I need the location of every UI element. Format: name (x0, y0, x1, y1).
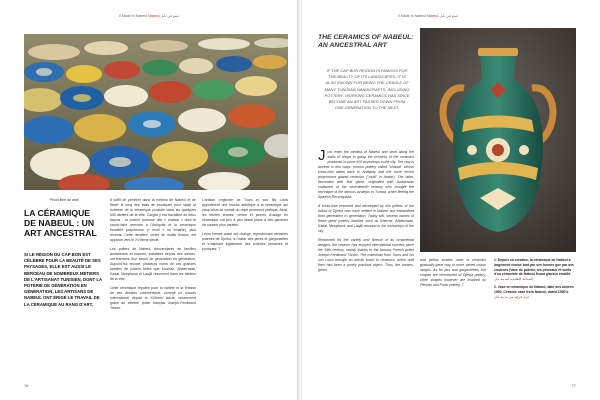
caption-2: 2. Vase en céramique de Nabeul, daté des années 1950. Ceramic vase from Nabeul, dated 1950's. جرة خزفية من مدينة نابل (494, 284, 574, 299)
ceramic-plates-illustration (24, 34, 288, 190)
paragraph: and yellow shades used in ceramics gradually gave way to more varied colour ranges. As for jars and gargoulettes, the shapes are reminiscent of Djerba pottery, other shapes however are inspired by Persian and Punic pottery. T (420, 258, 486, 287)
body-column-fr-2 (202, 198, 288, 256)
article-lead-fr: SI LE RÉGION DU CAP BON EST CÉLÈBRE POUR LA BEAUTÉ DE SES PAYSAGES, ELLE EST AUSSI LE BERCEAU DE NOMBREUX MÉTIERS DE L'ARTISANAT TUNISIEN, DONT LA POTERIE DE GÉNÉRATION EN GÉNÉRATION, LES ARTISANS DE NABEUL ONT ÉRIGÉ LE TRAVAIL DE LA CÉRAMIQUE AU RANG D'ART. (24, 252, 102, 307)
ceramic-vase-illustration (420, 28, 576, 252)
body-column-en-2 (420, 258, 486, 292)
caption-1: 1. Depuis sa création, la céramique de Nabeul a largement évolué tant par ses formes que par ses couleurs (Vase de poterie, les pinceaux et outils d'un céramiste de Nabeul fixant glaceur émaillé. الصناعة التقليدية لمدينة نابل (494, 258, 574, 282)
paragraph: Les potiers de Nabeul, descendants de familles andalouses et maures, installées depuis des siècles, ont transmis leur savoir de génération en génération, Aujourd'hui encore, plusieurs noms de ces grandes familles de potiers telles que Kharraz, Abderrazak, Kadal, Mekyfouck et Laajili résonnent dans les ateliers de la ville. (110, 247, 196, 281)
running-header-right: Il Made in Nabeul Nabeul صنع في نابل (398, 14, 458, 18)
article-title-en: THE CERAMICS OF NABEUL: AN ANCESTRAL ART (318, 34, 414, 50)
photo-captions (494, 258, 576, 302)
paragraph: Il suffit de pénétrer dans la médina de Nabeul et de flâner le long des étals de boutiques pour saisir la richesse de la céramique produite dans les quelques 600 ateliers de la ville. Cargila y est travaillée de deux façons : la poterie poreuse dite « chawat » dont le savoir-faire remonte à l'Antiquité et la céramique émaillée polychrome (« mulli » ou émaillé), plus récente. Cette dernière, ornée de motifs floraux, est apparue vers le XVIIème siècle. (110, 198, 196, 242)
ceramic-plates-photo (24, 34, 288, 190)
page-number-left: 76 (24, 383, 29, 388)
running-header-left: Il Made in Nabeul Nabeul صنع في نابل (119, 14, 179, 18)
photo-credit: Photo libre de droit (50, 198, 79, 202)
right-page (302, 0, 586, 400)
ceramic-vase-photo (420, 28, 576, 252)
paragraph: L'artisan originaire de Tours et son fils Louis apportèrent une touche artistique à la céramique qui jusqu'alors se voulait un objet purement pratique. Ainsi, les teintes brunes, vertes et jaunes d'usage en céramique ont peu à peu laissé place à des gammes de couleur plus variées. (202, 198, 288, 227)
left-page (14, 0, 298, 400)
end-mark: T (218, 247, 221, 251)
body-column-fr-1 (110, 198, 196, 315)
article-title-fr: LA CÉRAMIQUE DE NABEUL : UN ART ANCESTRAL (24, 208, 97, 238)
paragraph: A know-how resumed and developed by the potters of the island of Djerba who have settled in Nabeul and transmitted from generation to generation. Today still, several names of these great potters' families such as Kharraz, Abderrazak, Kadal, Mekyfouck and Laajili resound in the workshops of the city. (318, 204, 414, 233)
paragraph: Leurs formes aussi ont changé, reproduisant certaines poteries de Djerba, à l'instar des jarres et gargoulettes et s'inspirant également des poteries persanes et puniques. T (202, 232, 288, 251)
paragraph: Renowned for the variety and finesse of its ornamental designs, the ceramic has enjoyed international success since the 19th century, mainly thanks to the famous French potter Joseph-Ferdinand Tissier. The craftsman from Tours and his son Louis brought an artistic touch to ceramics, which until then had been a purely practical object. Thus, the browns, green (318, 238, 414, 272)
article-lead-en: IF THE CAP BON REGION IS FAMOUS FOR THE BEAUTY OF ITS LANDSCAPES, IT IS ALSO KNOWN FOR BEING THE CRADLE OF MANY TUNISIAN HANDICRAFTS, INCLUDING POTTERY. WORKING CERAMICS HAS SINCE BECOME AN ART PASSED DOWN FROM ONE GENERATION TO THE NEXT. (324, 68, 410, 111)
drop-cap: J (318, 147, 326, 164)
body-column-en-1 (318, 147, 415, 277)
page-number-right: 77 (571, 383, 576, 388)
end-mark: T (461, 283, 464, 287)
paragraph: Cette céramique réputée pour la variété et la finesse de ses dessins ornementaux, connait un succès international depuis le XIXème siècle, notamment grâce au célèbre potier français Joseph-Ferdinand Tissier. (110, 286, 196, 310)
paragraph: Just enter the medina of Nabeul and stroll along the stalls of shops to grasp the richness of the ceramics produced in some 600 workshops in the city. The clay is worked in two ways: porous pottery called "chawat" whose know-how dates back to Antiquity and the more recent polychrome glazed ceramics ("mulli" in Arabic). The latter, decorated with leaf glaze, originated with Andalusian craftsmen of the seventeenth century who brought the technique of the famous azulejos to Tunisia, when fleeing the Spanish Reconquista. (318, 147, 415, 199)
